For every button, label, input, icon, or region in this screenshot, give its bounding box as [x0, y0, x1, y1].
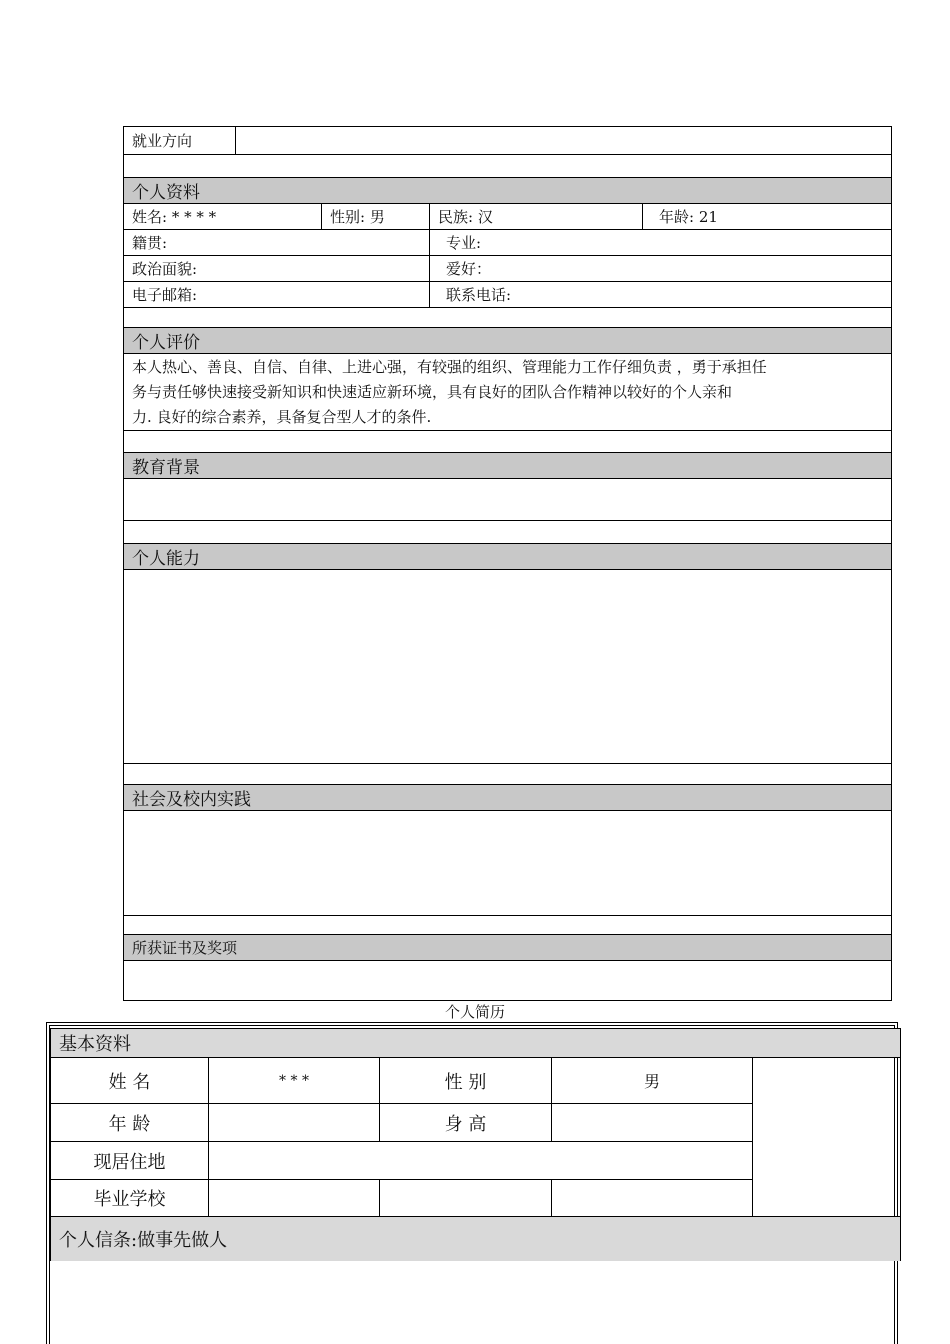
height-value — [552, 1104, 753, 1142]
career-label: 就业方向 — [124, 127, 236, 155]
photo-cell — [753, 1058, 901, 1217]
hobby-field: 爱好： — [430, 256, 892, 282]
school-extra-1 — [380, 1180, 552, 1217]
personal-info-heading: 个人资料 — [124, 178, 892, 204]
school-value — [209, 1180, 380, 1217]
career-value — [236, 127, 892, 155]
height-label: 身 高 — [380, 1104, 552, 1142]
spacer-row — [124, 431, 892, 453]
school-label: 毕业学校 — [51, 1180, 209, 1217]
name-label: 姓 名 — [51, 1058, 209, 1104]
awards-content — [124, 961, 892, 1001]
school-extra-2 — [552, 1180, 753, 1217]
spacer-row — [124, 916, 892, 935]
address-value — [209, 1142, 753, 1180]
spacer-row — [124, 764, 892, 785]
evaluation-line-3: 力. 良好的综合素养，具备复合型人才的条件. — [132, 408, 432, 426]
gender-label: 性 别 — [380, 1058, 552, 1104]
ability-content — [124, 570, 892, 764]
address-label: 现居住地 — [51, 1142, 209, 1180]
phone-field: 联系电话: — [430, 282, 892, 308]
age-label: 年 龄 — [51, 1104, 209, 1142]
motto: 个人信条:做事先做人 — [51, 1217, 901, 1261]
evaluation-line-2: 务与责任够快速接受新知识和快速适应新环境，具有良好的团队合作精神以较好的个人亲和 — [132, 383, 733, 401]
basic-info-table — [50, 1028, 901, 1261]
spacer-row — [124, 308, 892, 328]
ethnicity-field: 民族: 汉 — [430, 204, 643, 230]
education-content — [124, 479, 892, 521]
education-heading: 教育背景 — [124, 453, 892, 479]
email-field: 电子邮箱: — [124, 282, 430, 308]
name-value: * * * — [209, 1058, 380, 1104]
practice-heading: 社会及校内实践 — [124, 785, 892, 811]
ability-heading: 个人能力 — [124, 544, 892, 570]
age-value — [209, 1104, 380, 1142]
spacer-row — [124, 155, 892, 178]
evaluation-heading: 个人评价 — [124, 328, 892, 354]
basic-info-heading: 基本资料 — [51, 1029, 901, 1058]
practice-content — [124, 811, 892, 916]
spacer-row — [124, 521, 892, 544]
age-field: 年龄: 21 — [643, 204, 892, 230]
gender-field: 性别: 男 — [322, 204, 430, 230]
name-field: 姓名: * * * * — [124, 204, 322, 230]
evaluation-line-1: 本人热心、善良、自信、自律、上进心强，有较强的组织、管理能力工作仔细负责 ，勇于承担任 — [132, 358, 767, 376]
major-field: 专业: — [430, 230, 892, 256]
hometown-field: 籍贯: — [124, 230, 430, 256]
resume-table — [123, 126, 892, 1001]
resume-caption: 个人简历 — [444, 1003, 505, 1021]
political-field: 政治面貌: — [124, 256, 430, 282]
awards-heading: 所获证书及奖项 — [124, 935, 892, 961]
gender-value: 男 — [552, 1058, 753, 1104]
evaluation-text — [124, 354, 892, 431]
